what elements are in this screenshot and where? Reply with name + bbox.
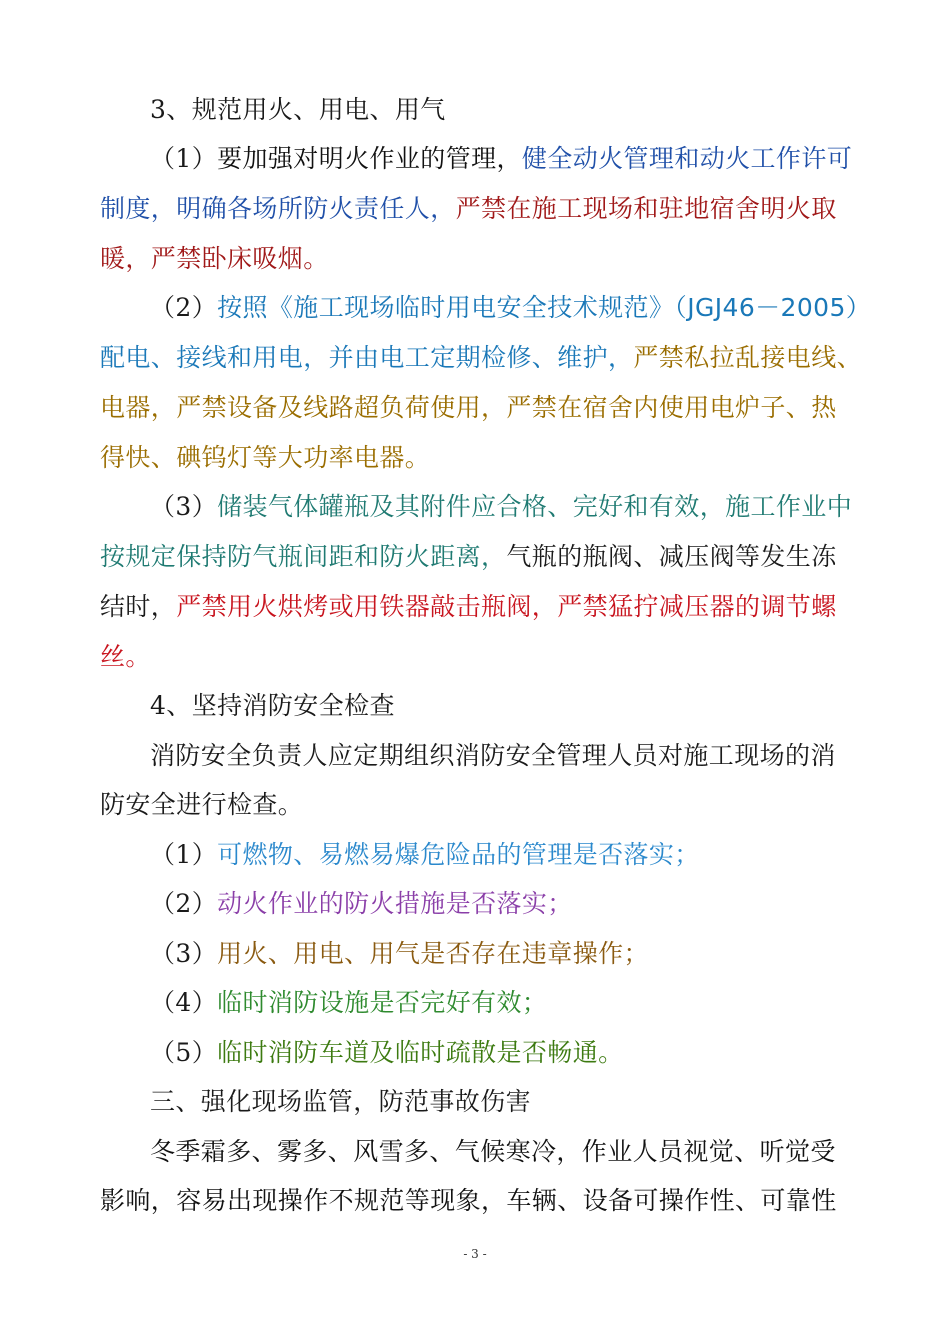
- item-3-line-1: [150, 491, 852, 524]
- item-1-text-c: 制度，明确各场所防火责任人，: [100, 194, 456, 223]
- check-item-5-text: 临时消防车道及临时疏散是否畅通。: [217, 1038, 624, 1067]
- check-item-4-text: 临时消防设施是否完好有效；: [217, 988, 548, 1017]
- item-2-text-c: 严禁私拉乱接电线、: [633, 343, 863, 372]
- check-item-1-number: （1）: [150, 840, 218, 869]
- item-3-text-e: 严禁用火烘烤或用铁器敲击瓶阀，严禁猛拧减压器的调节螺: [176, 592, 837, 621]
- item-3-text-c: 气瓶的瓶阀、减压阀等发生冻: [506, 542, 837, 571]
- item-1-text-e: 暖，严禁卧床吸烟。: [100, 244, 329, 273]
- check-item-5-number: （5）: [150, 1038, 218, 1067]
- item-2-line-2: [100, 342, 862, 375]
- item-2-line-4: [100, 442, 430, 475]
- item-1-number: （1）: [150, 144, 218, 173]
- item-2-text-a: 按照《施工现场临时用电安全技术规范》（JGJ46－2005）: [217, 293, 872, 322]
- item-3-text-a: 储装气体罐瓶及其附件应合格、完好和有效，施工作业中: [217, 492, 853, 521]
- item-2-line-3: [100, 392, 837, 425]
- item-3-line-4: [100, 641, 151, 674]
- item-2-text-d: 电器，严禁设备及线路超负荷使用，严禁在宿舍内使用电炉子、热: [100, 393, 837, 422]
- item-3-line-2: [100, 541, 837, 574]
- check-item-2-text: 动火作业的防火措施是否落实；: [217, 889, 573, 918]
- section-4-intro-line-2: 防安全进行检查。: [100, 790, 304, 819]
- check-item-1-text: 可燃物、易燃易爆危险品的管理是否落实；: [217, 840, 700, 869]
- item-3-text-f: 丝。: [100, 642, 151, 671]
- check-item-2: [150, 888, 573, 921]
- check-item-4: [150, 987, 547, 1020]
- section-III-heading: 三、强化现场监管，防范事故伤害: [150, 1087, 532, 1116]
- check-item-1: [150, 839, 700, 872]
- section-III-para-line-2: 影响，容易出现操作不规范等现象，车辆、设备可操作性、可靠性: [100, 1186, 837, 1215]
- item-2-line-1: [150, 292, 871, 325]
- section-4-heading: 4、坚持消防安全检查: [150, 691, 395, 720]
- item-3-text-b: 按规定保持防气瓶间距和防火距离，: [100, 542, 507, 571]
- item-1-text-d: 严禁在施工现场和驻地宿舍明火取: [455, 194, 837, 223]
- item-2-number: （2）: [150, 293, 218, 322]
- check-item-3-text: 用火、用电、用气是否存在违章操作；: [217, 939, 649, 968]
- item-1-line-3: [100, 243, 329, 276]
- check-item-4-number: （4）: [150, 988, 218, 1017]
- item-2-text-e: 得快、碘钨灯等大功率电器。: [100, 443, 431, 472]
- check-item-5: [150, 1037, 624, 1070]
- item-3-text-d: 结时，: [100, 592, 177, 621]
- section-4-intro-line-1: 消防安全负责人应定期组织消防安全管理人员对施工现场的消: [150, 741, 836, 770]
- item-3-number: （3）: [150, 492, 218, 521]
- item-2-text-b: 配电、接线和用电，并由电工定期检修、维护，: [100, 343, 634, 372]
- check-item-3: [150, 938, 649, 971]
- check-item-3-number: （3）: [150, 939, 218, 968]
- item-1-line-2: [100, 193, 837, 226]
- page-number: - 3 -: [463, 1247, 487, 1261]
- item-3-line-3: [100, 591, 837, 624]
- check-item-2-number: （2）: [150, 889, 218, 918]
- item-1-line-1: [150, 143, 852, 176]
- item-1-text-a: 要加强对明火作业的管理，: [217, 144, 522, 173]
- item-1-text-b: 健全动火管理和动火工作许可: [521, 144, 853, 173]
- section-III-para-line-1: 冬季霜多、雾多、风雪多、气候寒冷，作业人员视觉、听觉受: [150, 1137, 836, 1166]
- section-3-heading: 3、规范用火、用电、用气: [150, 95, 446, 124]
